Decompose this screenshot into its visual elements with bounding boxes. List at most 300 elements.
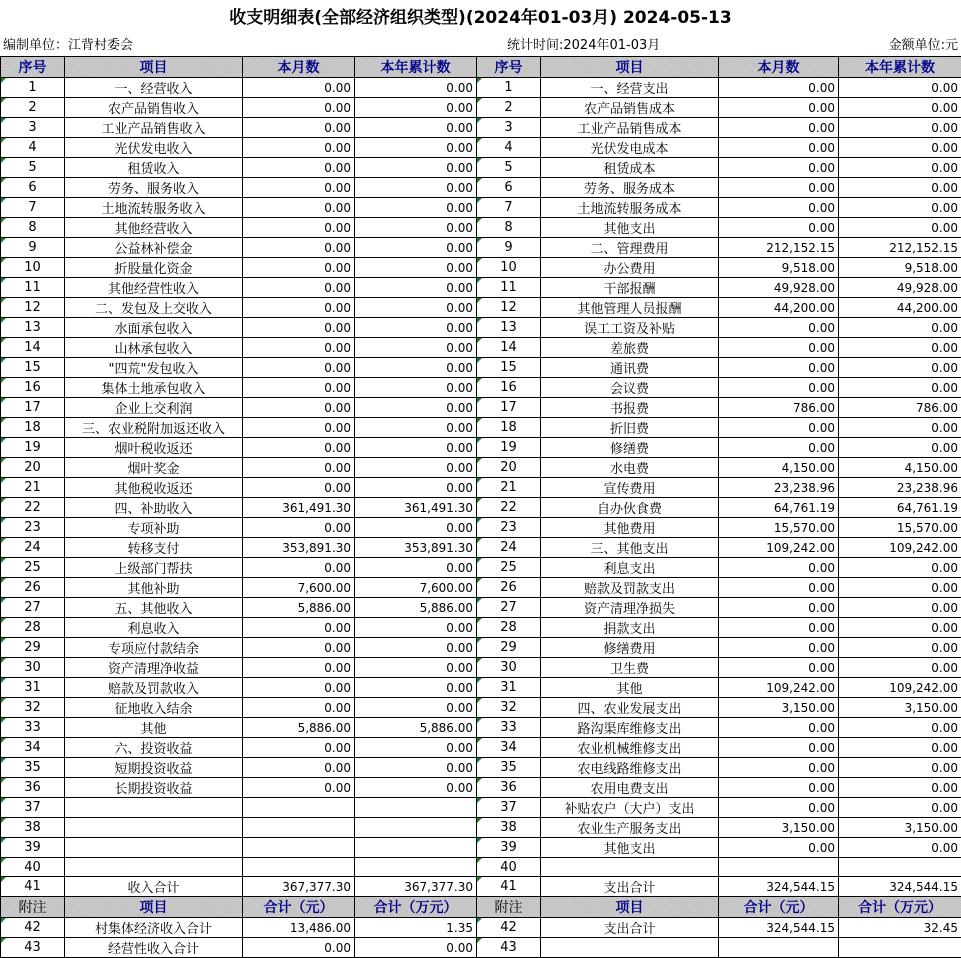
row-month-left: 0.00 xyxy=(243,158,355,178)
row-ytd-left xyxy=(355,858,477,877)
row-item-left: 专项补助 xyxy=(65,518,243,538)
col-header-item-right: 项目 xyxy=(541,57,719,78)
table-row xyxy=(1,318,961,338)
table-row xyxy=(1,658,961,678)
row-month-right: 0.00 xyxy=(719,838,839,858)
row-item-right: 资产清理净损失 xyxy=(541,598,719,618)
row-seq-left: 26 xyxy=(1,578,65,598)
row-month-left: 0.00 xyxy=(243,518,355,538)
table-row xyxy=(1,858,961,877)
row-month-left: 0.00 xyxy=(243,298,355,318)
table-row xyxy=(1,758,961,778)
row-seq-left: 36 xyxy=(1,778,65,798)
row-seq-left: 27 xyxy=(1,598,65,618)
table-row xyxy=(1,418,961,438)
row-item-right: 书报费 xyxy=(541,398,719,418)
row-month-right: 0.00 xyxy=(719,178,839,198)
row-month-left: 0.00 xyxy=(243,678,355,698)
table-row xyxy=(1,378,961,398)
row-month-right: 0.00 xyxy=(719,798,839,818)
row-item-left: 上级部门帮扶 xyxy=(65,558,243,578)
table-row xyxy=(1,618,961,638)
row-item-left: 专项应付款结余 xyxy=(65,638,243,658)
row-seq-left: 23 xyxy=(1,518,65,538)
row-seq-left: 18 xyxy=(1,418,65,438)
row-item-right: 干部报酬 xyxy=(541,278,719,298)
row-month-right: 0.00 xyxy=(719,758,839,778)
row-seq-left: 41 xyxy=(1,877,65,897)
footer-row-ytd-right: 32.45 xyxy=(839,918,961,938)
table-row xyxy=(1,498,961,518)
row-ytd-left: 0.00 xyxy=(355,198,477,218)
row-ytd-right: 0.00 xyxy=(839,438,961,458)
row-item-right: 差旅费 xyxy=(541,338,719,358)
row-seq-right: 35 xyxy=(477,758,541,778)
row-ytd-right: 3,150.00 xyxy=(839,818,961,838)
footer-row-month-left: 0.00 xyxy=(243,938,355,958)
row-item-left: "四荒"发包收入 xyxy=(65,358,243,378)
row-item-right: 四、农业发展支出 xyxy=(541,698,719,718)
table-row xyxy=(1,778,961,798)
row-month-left: 0.00 xyxy=(243,198,355,218)
row-month-right: 0.00 xyxy=(719,98,839,118)
row-ytd-right: 0.00 xyxy=(839,738,961,758)
row-month-left: 0.00 xyxy=(243,778,355,798)
row-month-left: 0.00 xyxy=(243,558,355,578)
row-item-left: 赔款及罚款收入 xyxy=(65,678,243,698)
row-month-left: 0.00 xyxy=(243,278,355,298)
row-month-right: 0.00 xyxy=(719,378,839,398)
col-header-month-left: 本月数 xyxy=(243,57,355,78)
row-item-right: 路沟渠库维修支出 xyxy=(541,718,719,738)
footer-col-header: 合计（万元） xyxy=(355,897,477,918)
col-header-ytd-right: 本年累计数 xyxy=(839,57,961,78)
row-seq-left: 2 xyxy=(1,98,65,118)
row-item-right: 一、经营支出 xyxy=(541,78,719,98)
table-row xyxy=(1,538,961,558)
row-ytd-right: 0.00 xyxy=(839,778,961,798)
row-month-right: 109,242.00 xyxy=(719,678,839,698)
footer-row-ytd-left: 1.35 xyxy=(355,918,477,938)
row-item-right: 修缮费用 xyxy=(541,638,719,658)
row-seq-right: 19 xyxy=(477,438,541,458)
row-month-right xyxy=(719,858,839,877)
row-month-left xyxy=(243,858,355,877)
row-month-right: 0.00 xyxy=(719,738,839,758)
row-seq-right: 2 xyxy=(477,98,541,118)
row-ytd-left: 0.00 xyxy=(355,638,477,658)
row-ytd-right: 0.00 xyxy=(839,118,961,138)
row-month-left: 0.00 xyxy=(243,318,355,338)
row-seq-right: 1 xyxy=(477,78,541,98)
row-item-right: 误工工资及补贴 xyxy=(541,318,719,338)
row-seq-left: 1 xyxy=(1,78,65,98)
footer-row-item-right xyxy=(541,938,719,958)
table-row xyxy=(1,358,961,378)
table-row xyxy=(1,558,961,578)
row-seq-left: 8 xyxy=(1,218,65,238)
row-seq-right: 3 xyxy=(477,118,541,138)
row-seq-right: 28 xyxy=(477,618,541,638)
row-ytd-right: 9,518.00 xyxy=(839,258,961,278)
row-item-right: 折旧费 xyxy=(541,418,719,438)
row-item-left: 短期投资收益 xyxy=(65,758,243,778)
report-title: 收支明细表(全部经济组织类型)(2024年01-03月) 2024-05-13 xyxy=(0,0,961,36)
row-ytd-left: 0.00 xyxy=(355,138,477,158)
row-seq-right: 4 xyxy=(477,138,541,158)
footer-row-seq-right: 43 xyxy=(477,938,541,958)
table-row xyxy=(1,698,961,718)
row-ytd-left: 353,891.30 xyxy=(355,538,477,558)
row-seq-left: 28 xyxy=(1,618,65,638)
row-ytd-left: 0.00 xyxy=(355,558,477,578)
row-month-left: 0.00 xyxy=(243,258,355,278)
row-seq-right: 32 xyxy=(477,698,541,718)
row-seq-right: 15 xyxy=(477,358,541,378)
row-month-right: 0.00 xyxy=(719,558,839,578)
row-ytd-left: 0.00 xyxy=(355,758,477,778)
row-month-left: 5,886.00 xyxy=(243,718,355,738)
row-ytd-left: 0.00 xyxy=(355,218,477,238)
row-item-left: 折股量化资金 xyxy=(65,258,243,278)
row-seq-left: 11 xyxy=(1,278,65,298)
row-seq-right: 38 xyxy=(477,818,541,838)
row-ytd-left: 367,377.30 xyxy=(355,877,477,897)
row-item-left: 企业上交利润 xyxy=(65,398,243,418)
row-ytd-right: 0.00 xyxy=(839,198,961,218)
col-header-item-left: 项目 xyxy=(65,57,243,78)
row-month-right: 0.00 xyxy=(719,578,839,598)
table-row xyxy=(1,198,961,218)
row-ytd-right: 64,761.19 xyxy=(839,498,961,518)
row-ytd-left: 361,491.30 xyxy=(355,498,477,518)
row-month-left: 5,886.00 xyxy=(243,598,355,618)
row-ytd-right: 109,242.00 xyxy=(839,678,961,698)
row-item-left: 租赁收入 xyxy=(65,158,243,178)
row-month-left xyxy=(243,838,355,858)
row-seq-right: 8 xyxy=(477,218,541,238)
row-ytd-right: 4,150.00 xyxy=(839,458,961,478)
row-month-right: 44,200.00 xyxy=(719,298,839,318)
row-month-right: 0.00 xyxy=(719,638,839,658)
row-seq-right: 39 xyxy=(477,838,541,858)
row-seq-right: 31 xyxy=(477,678,541,698)
row-seq-right: 30 xyxy=(477,658,541,678)
table-row xyxy=(1,438,961,458)
row-month-right: 0.00 xyxy=(719,198,839,218)
row-item-left: 其他经营收入 xyxy=(65,218,243,238)
row-seq-right: 10 xyxy=(477,258,541,278)
row-seq-right: 34 xyxy=(477,738,541,758)
row-month-right: 3,150.00 xyxy=(719,698,839,718)
row-month-right: 15,570.00 xyxy=(719,518,839,538)
row-month-left: 0.00 xyxy=(243,658,355,678)
row-seq-left: 17 xyxy=(1,398,65,418)
row-ytd-left: 0.00 xyxy=(355,358,477,378)
row-seq-left: 32 xyxy=(1,698,65,718)
row-month-right: 786.00 xyxy=(719,398,839,418)
row-seq-right: 37 xyxy=(477,798,541,818)
row-item-right: 修缮费 xyxy=(541,438,719,458)
row-item-left: 利息收入 xyxy=(65,618,243,638)
row-ytd-left: 5,886.00 xyxy=(355,598,477,618)
row-item-right: 其他 xyxy=(541,678,719,698)
row-item-right: 农产品销售成本 xyxy=(541,98,719,118)
row-month-right: 0.00 xyxy=(719,718,839,738)
table-row xyxy=(1,138,961,158)
row-ytd-left: 0.00 xyxy=(355,658,477,678)
row-ytd-right: 0.00 xyxy=(839,798,961,818)
table-row xyxy=(1,738,961,758)
row-ytd-left: 5,886.00 xyxy=(355,718,477,738)
row-item-left: 长期投资收益 xyxy=(65,778,243,798)
row-month-right: 0.00 xyxy=(719,318,839,338)
row-ytd-right: 324,544.15 xyxy=(839,877,961,897)
row-ytd-left: 0.00 xyxy=(355,258,477,278)
row-seq-left: 25 xyxy=(1,558,65,578)
row-month-left: 0.00 xyxy=(243,238,355,258)
row-item-left: 工业产品销售收入 xyxy=(65,118,243,138)
row-item-right: 租赁成本 xyxy=(541,158,719,178)
row-seq-right: 6 xyxy=(477,178,541,198)
row-item-left: 五、其他收入 xyxy=(65,598,243,618)
row-item-right: 通讯费 xyxy=(541,358,719,378)
row-item-left: 烟叶奖金 xyxy=(65,458,243,478)
row-seq-left: 24 xyxy=(1,538,65,558)
row-month-right: 0.00 xyxy=(719,618,839,638)
row-ytd-right: 0.00 xyxy=(839,98,961,118)
row-seq-right: 27 xyxy=(477,598,541,618)
row-item-left: 光伏发电收入 xyxy=(65,138,243,158)
row-seq-left: 31 xyxy=(1,678,65,698)
row-ytd-left: 0.00 xyxy=(355,78,477,98)
row-month-left: 0.00 xyxy=(243,738,355,758)
row-item-left: 征地收入结余 xyxy=(65,698,243,718)
row-month-right: 0.00 xyxy=(719,218,839,238)
row-seq-left: 19 xyxy=(1,438,65,458)
row-item-left: 其他补助 xyxy=(65,578,243,598)
row-ytd-right: 0.00 xyxy=(839,158,961,178)
table-row xyxy=(1,678,961,698)
row-seq-left: 29 xyxy=(1,638,65,658)
row-item-left: 土地流转服务收入 xyxy=(65,198,243,218)
row-ytd-left: 0.00 xyxy=(355,478,477,498)
row-month-left: 0.00 xyxy=(243,178,355,198)
row-ytd-left: 0.00 xyxy=(355,298,477,318)
table-row xyxy=(1,877,961,897)
row-seq-right: 7 xyxy=(477,198,541,218)
footer-col-header: 附注 xyxy=(477,897,541,918)
row-item-left: 四、补助收入 xyxy=(65,498,243,518)
table-row xyxy=(1,838,961,858)
table-row xyxy=(1,238,961,258)
row-item-right: 支出合计 xyxy=(541,877,719,897)
row-month-right: 0.00 xyxy=(719,438,839,458)
row-seq-right: 20 xyxy=(477,458,541,478)
row-item-left: 其他经营性收入 xyxy=(65,278,243,298)
row-item-right: 其他管理人员报酬 xyxy=(541,298,719,318)
row-month-left: 0.00 xyxy=(243,118,355,138)
row-item-right: 卫生费 xyxy=(541,658,719,678)
table-row xyxy=(1,338,961,358)
row-seq-left: 37 xyxy=(1,798,65,818)
row-item-right: 三、其他支出 xyxy=(541,538,719,558)
footer-row xyxy=(1,938,961,958)
row-item-left: 农产品销售收入 xyxy=(65,98,243,118)
table-row xyxy=(1,398,961,418)
row-month-left: 0.00 xyxy=(243,418,355,438)
row-item-left xyxy=(65,858,243,877)
row-month-left: 0.00 xyxy=(243,138,355,158)
row-seq-left: 35 xyxy=(1,758,65,778)
row-ytd-right: 0.00 xyxy=(839,418,961,438)
row-seq-right: 21 xyxy=(477,478,541,498)
row-seq-right: 41 xyxy=(477,877,541,897)
footer-row-item-left: 经营性收入合计 xyxy=(65,938,243,958)
row-ytd-left: 0.00 xyxy=(355,438,477,458)
table-header-row xyxy=(1,57,961,78)
row-item-left xyxy=(65,838,243,858)
row-month-left: 0.00 xyxy=(243,458,355,478)
row-month-right: 0.00 xyxy=(719,418,839,438)
row-ytd-right: 786.00 xyxy=(839,398,961,418)
row-seq-right: 5 xyxy=(477,158,541,178)
table-row xyxy=(1,478,961,498)
row-month-left xyxy=(243,798,355,818)
row-item-right: 补贴农户（大户）支出 xyxy=(541,798,719,818)
row-ytd-right: 0.00 xyxy=(839,578,961,598)
row-month-right: 212,152.15 xyxy=(719,238,839,258)
row-month-left: 0.00 xyxy=(243,358,355,378)
row-seq-right: 9 xyxy=(477,238,541,258)
row-month-left: 0.00 xyxy=(243,398,355,418)
row-month-left: 0.00 xyxy=(243,698,355,718)
row-item-right: 其他支出 xyxy=(541,218,719,238)
row-item-right: 会议费 xyxy=(541,378,719,398)
col-header-seq-right: 序号 xyxy=(477,57,541,78)
row-ytd-left: 0.00 xyxy=(355,318,477,338)
table-row xyxy=(1,598,961,618)
row-ytd-left: 0.00 xyxy=(355,338,477,358)
row-item-right: 办公费用 xyxy=(541,258,719,278)
row-seq-left: 38 xyxy=(1,818,65,838)
row-month-left: 0.00 xyxy=(243,638,355,658)
row-item-left: 三、农业税附加返还收入 xyxy=(65,418,243,438)
row-ytd-right: 0.00 xyxy=(839,338,961,358)
row-month-left: 0.00 xyxy=(243,758,355,778)
row-ytd-left: 0.00 xyxy=(355,278,477,298)
row-item-left: 资产清理净收益 xyxy=(65,658,243,678)
row-ytd-right: 0.00 xyxy=(839,638,961,658)
row-item-right: 劳务、服务成本 xyxy=(541,178,719,198)
table-row xyxy=(1,578,961,598)
footer-row-seq-left: 43 xyxy=(1,938,65,958)
row-seq-left: 40 xyxy=(1,858,65,877)
row-ytd-right: 212,152.15 xyxy=(839,238,961,258)
row-month-left: 0.00 xyxy=(243,378,355,398)
row-seq-right: 16 xyxy=(477,378,541,398)
footer-row-month-right: 324,544.15 xyxy=(719,918,839,938)
row-seq-right: 24 xyxy=(477,538,541,558)
footer-row xyxy=(1,918,961,938)
row-seq-left: 13 xyxy=(1,318,65,338)
table-row xyxy=(1,278,961,298)
row-item-left: 六、投资收益 xyxy=(65,738,243,758)
row-seq-right: 26 xyxy=(477,578,541,598)
compiling-unit: 编制单位：江背村委会 xyxy=(3,36,133,55)
row-seq-right: 12 xyxy=(477,298,541,318)
row-month-right: 0.00 xyxy=(719,118,839,138)
row-item-left: 其他税收返还 xyxy=(65,478,243,498)
row-item-right: 利息支出 xyxy=(541,558,719,578)
row-ytd-right: 0.00 xyxy=(839,178,961,198)
table-row xyxy=(1,98,961,118)
table-row xyxy=(1,118,961,138)
row-month-right: 3,150.00 xyxy=(719,818,839,838)
row-ytd-left: 0.00 xyxy=(355,698,477,718)
row-seq-right: 14 xyxy=(477,338,541,358)
row-ytd-right: 3,150.00 xyxy=(839,698,961,718)
row-ytd-left: 0.00 xyxy=(355,98,477,118)
row-ytd-right: 0.00 xyxy=(839,378,961,398)
row-seq-left: 6 xyxy=(1,178,65,198)
row-month-left: 0.00 xyxy=(243,218,355,238)
row-seq-right: 25 xyxy=(477,558,541,578)
row-month-left: 0.00 xyxy=(243,98,355,118)
row-month-right: 109,242.00 xyxy=(719,538,839,558)
footer-row-seq-right: 42 xyxy=(477,918,541,938)
row-month-right: 0.00 xyxy=(719,778,839,798)
row-item-right: 捐款支出 xyxy=(541,618,719,638)
row-ytd-left: 0.00 xyxy=(355,418,477,438)
row-month-left: 353,891.30 xyxy=(243,538,355,558)
row-ytd-right: 0.00 xyxy=(839,218,961,238)
footer-row-item-left: 村集体经济收入合计 xyxy=(65,918,243,938)
row-ytd-left: 0.00 xyxy=(355,238,477,258)
row-item-left xyxy=(65,798,243,818)
row-item-left xyxy=(65,818,243,838)
row-month-right: 23,238.96 xyxy=(719,478,839,498)
footer-row-seq-left: 42 xyxy=(1,918,65,938)
row-ytd-left: 0.00 xyxy=(355,738,477,758)
row-ytd-left: 7,600.00 xyxy=(355,578,477,598)
row-seq-right: 11 xyxy=(477,278,541,298)
footer-col-header: 合计（元） xyxy=(243,897,355,918)
row-ytd-right: 15,570.00 xyxy=(839,518,961,538)
row-seq-right: 33 xyxy=(477,718,541,738)
footer-col-header: 项目 xyxy=(541,897,719,918)
col-header-seq-left: 序号 xyxy=(1,57,65,78)
row-item-right: 农用电费支出 xyxy=(541,778,719,798)
table-row xyxy=(1,718,961,738)
row-seq-left: 15 xyxy=(1,358,65,378)
row-ytd-right: 44,200.00 xyxy=(839,298,961,318)
row-ytd-left xyxy=(355,798,477,818)
row-seq-right: 13 xyxy=(477,318,541,338)
row-seq-right: 40 xyxy=(477,858,541,877)
row-item-right: 宣传费用 xyxy=(541,478,719,498)
row-ytd-left xyxy=(355,818,477,838)
col-header-ytd-left: 本年累计数 xyxy=(355,57,477,78)
table-row xyxy=(1,178,961,198)
table-row xyxy=(1,258,961,278)
row-seq-left: 12 xyxy=(1,298,65,318)
row-ytd-right: 0.00 xyxy=(839,838,961,858)
row-seq-left: 16 xyxy=(1,378,65,398)
footer-col-header: 项目 xyxy=(65,897,243,918)
row-seq-right: 18 xyxy=(477,418,541,438)
statistics-period: 统计时间:2024年01-03月 xyxy=(507,36,660,55)
